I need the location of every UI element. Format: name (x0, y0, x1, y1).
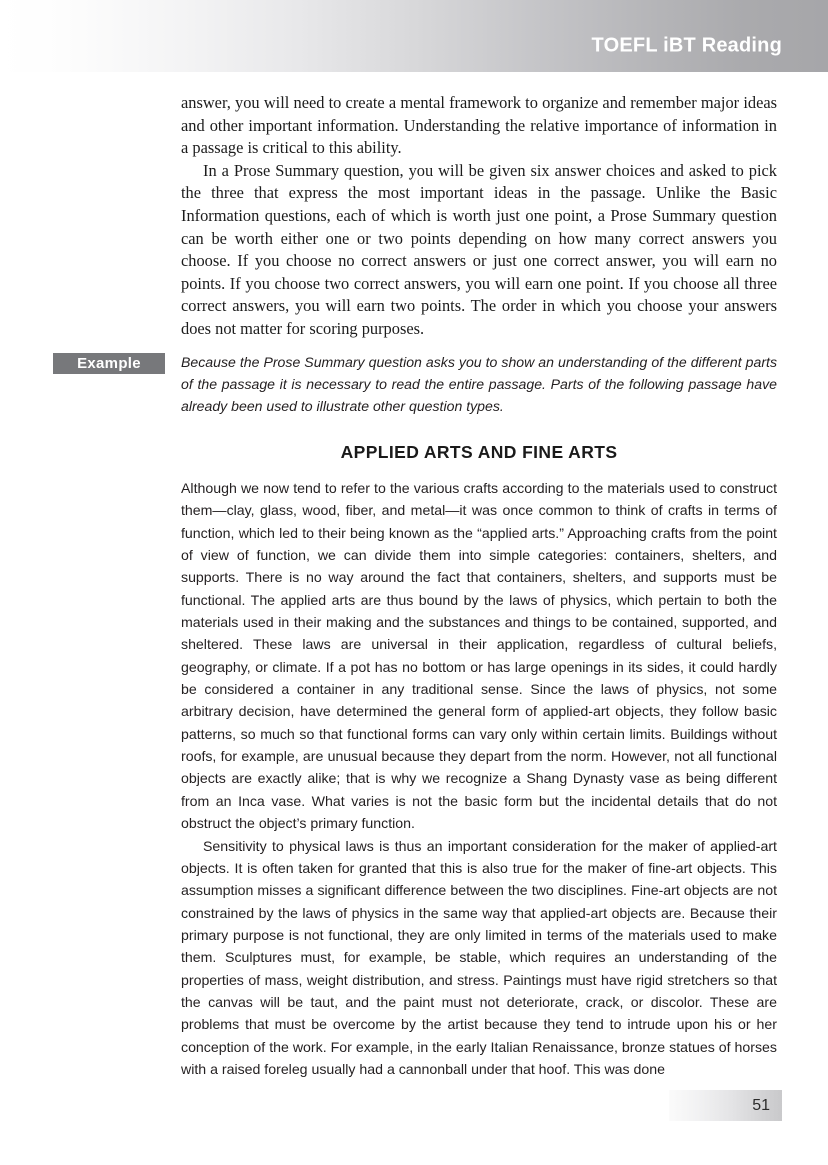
page-number: 51 (752, 1096, 770, 1114)
page-header-band (0, 0, 828, 72)
example-description: Because the Prose Summary question asks you to show an understanding of the different parts of the passage it is necessary to read the entire passage. Parts of the following passage have already been used to illustrate other question types. (181, 354, 777, 415)
intro-paragraph-2: In a Prose Summary question, you will be given six answer choices and asked to pick the three that express the most important ideas in the passage. Unlike the Basic Information questions, each of which is worth just one point, a Prose Summary question can be worth either one or two points depending on how many correct answers you choose. If you choose no correct answers or just one correct answer, you will earn no points. If you choose two correct answers, you will earn one point. If you choose all three correct answers, you will earn two points. The order in which you choose your answers does not matter for scoring purposes. (181, 160, 777, 338)
example-tag-label: Example (53, 353, 165, 374)
passage-paragraph-1: Although we now tend to refer to the various crafts according to the materials used to construct them—clay, glass, wood, fiber, and metal—it was once common to think of crafts in terms of function, which led to their being known as the “applied arts.” Approaching crafts from the point of view of function, we can divide them into simple categories: containers, shelters, and supports. There is no way around the fact that containers, shelters, and supports must be functional. The applied arts are thus bound by the laws of physics, which pertain to both the materials used in their making and the substances and things to be contained, supported, and sheltered. These laws are universal in their application, regardless of cultural beliefs, geography, or climate. If a pot has no bottom or has large openings in its sides, it could hardly be considered a container in any traditional sense. Since the laws of physics, not some arbitrary decision, have determined the general form of applied-art objects, they follow basic patterns, so much so that functional forms can vary only within certain limits. Buildings without roofs, for example, are unusual because they depart from the norm. However, not all functional objects are exactly alike; that is why we recognize a Shang Dynasty vase as being different from an Inca vase. What varies is not the basic form but the incidental details that do not obstruct the object’s primary function. (181, 480, 777, 832)
intro-paragraph-1: answer, you will need to create a mental framework to organize and remember major ideas and other important information. Understanding the relative importance of information in a passage is critical to this ability. (181, 93, 777, 158)
intro-section (181, 92, 777, 341)
passage-paragraph-2: Sensitivity to physical laws is thus an important consideration for the maker of applied-art objects. It is often taken for granted that this is also true for the maker of fine-art objects. This assumption misses a significant difference between the two disciplines. Fine-art objects are not constrained by the laws of physics in the same way that applied-art objects are. Because their primary purpose is not functional, they are only limited in terms of the materials used to make them. Sculptures must, for example, be stable, which requires an understanding of the properties of mass, weight distribution, and stress. Paintings must have rigid stretchers so that the canvas will be taut, and the paint must not deteriorate, crack, or discolor. These are problems that must be overcome by the artist because they tend to intrude upon his or her conception of the work. For example, in the early Italian Renaissance, bronze statues of horses with a raised foreleg usually had a cannonball under that hoof. This was done (181, 837, 777, 1077)
page-number-box (669, 1090, 782, 1121)
header-title: TOEFL iBT Reading (591, 34, 782, 57)
passage-heading: APPLIED ARTS AND FINE ARTS (340, 442, 618, 462)
passage-body (181, 477, 777, 1080)
